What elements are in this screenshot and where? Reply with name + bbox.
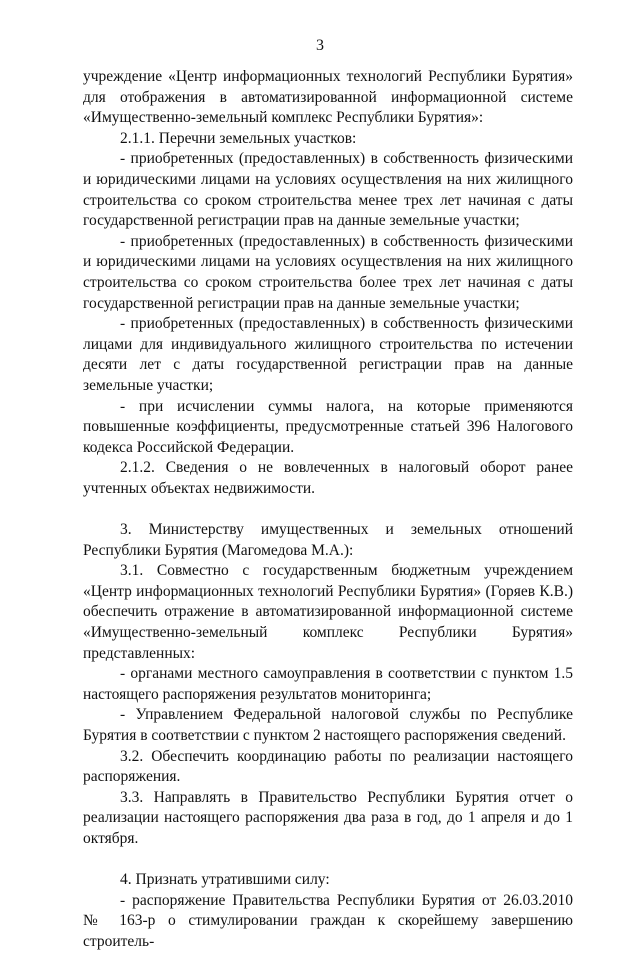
paragraph: - органами местного самоуправления в соответствии с пунктом 1.5 настоящего распоряжения результатов мониторинга;	[83, 665, 573, 703]
paragraph: - Управлением Федеральной налоговой службы по Республике Бурятия в соответствии с пунктом 2 настоящего распоряжения сведений.	[83, 706, 573, 744]
paragraph: - при исчислении суммы налога, на которые применяются повышенные коэффициенты, предусмотренные статьей 396 Налогового кодекса Российской Федерации.	[83, 397, 573, 456]
paragraph: 2.1.1. Перечни земельных участков:	[120, 129, 357, 147]
paragraph: - распоряжение Правительства Республики Бурятия от 26.03.2010 № 163-р о стимулировании граждан к скорейшему завершению строитель-	[83, 891, 573, 950]
paragraph: - приобретенных (предоставленных) в собственность физическими лицами для индивидуального жилищного строительства по истечении десяти лет с даты государственной регистрации прав на данные земельные участки;	[83, 315, 573, 394]
document-body	[83, 67, 573, 953]
page-number: 3	[316, 37, 324, 54]
paragraph: - приобретенных (предоставленных) в собственность физическими и юридическими лицами на условиях осуществления на них жилищного строительства со сроком строительства менее трех лет начиная с даты государственной регистрации прав на данные земельные участки;	[83, 150, 573, 230]
paragraph: учреждение «Центр информационных технологий Республики Бурятия» для отображения в автоматизированной информационной системе «Имущественно-земельный комплекс Республики Бурятия»:	[83, 68, 573, 127]
paragraph: - приобретенных (предоставленных) в собственность физическими и юридическими лицами на условиях осуществления на них жилищного строительства со сроком строительства более трех лет начиная с даты государственной регистрации прав на данные земельные участки;	[83, 232, 573, 312]
paragraph: 2.1.2. Сведения о не вовлеченных в налоговый оборот ранее учтенных объектах недвижимости.	[83, 459, 573, 497]
paragraph: 3.3. Направлять в Правительство Республики Бурятия отчет о реализации настоящего распоряжения два раза в год, до 1 апреля и до 1 октября.	[83, 788, 573, 847]
section-heading-paragraph: 3. Министерству имущественных и земельных отношений Республики Бурятия (Магомедова М.А.):	[83, 521, 573, 559]
section-heading-paragraph: 4. Признать утратившими силу:	[120, 871, 330, 889]
paragraph: 3.2. Обеспечить координацию работы по реализации настоящего распоряжения.	[83, 747, 573, 786]
paragraph: 3.1. Совместно с государственным бюджетным учреждением «Центр информационных технологий Республики Бурятия» (Горяев К.В.) обеспечить отражение в автоматизированной информационной системе «Имущественно-земельный комплекс Республики Бурятия» представленных:	[83, 562, 573, 662]
